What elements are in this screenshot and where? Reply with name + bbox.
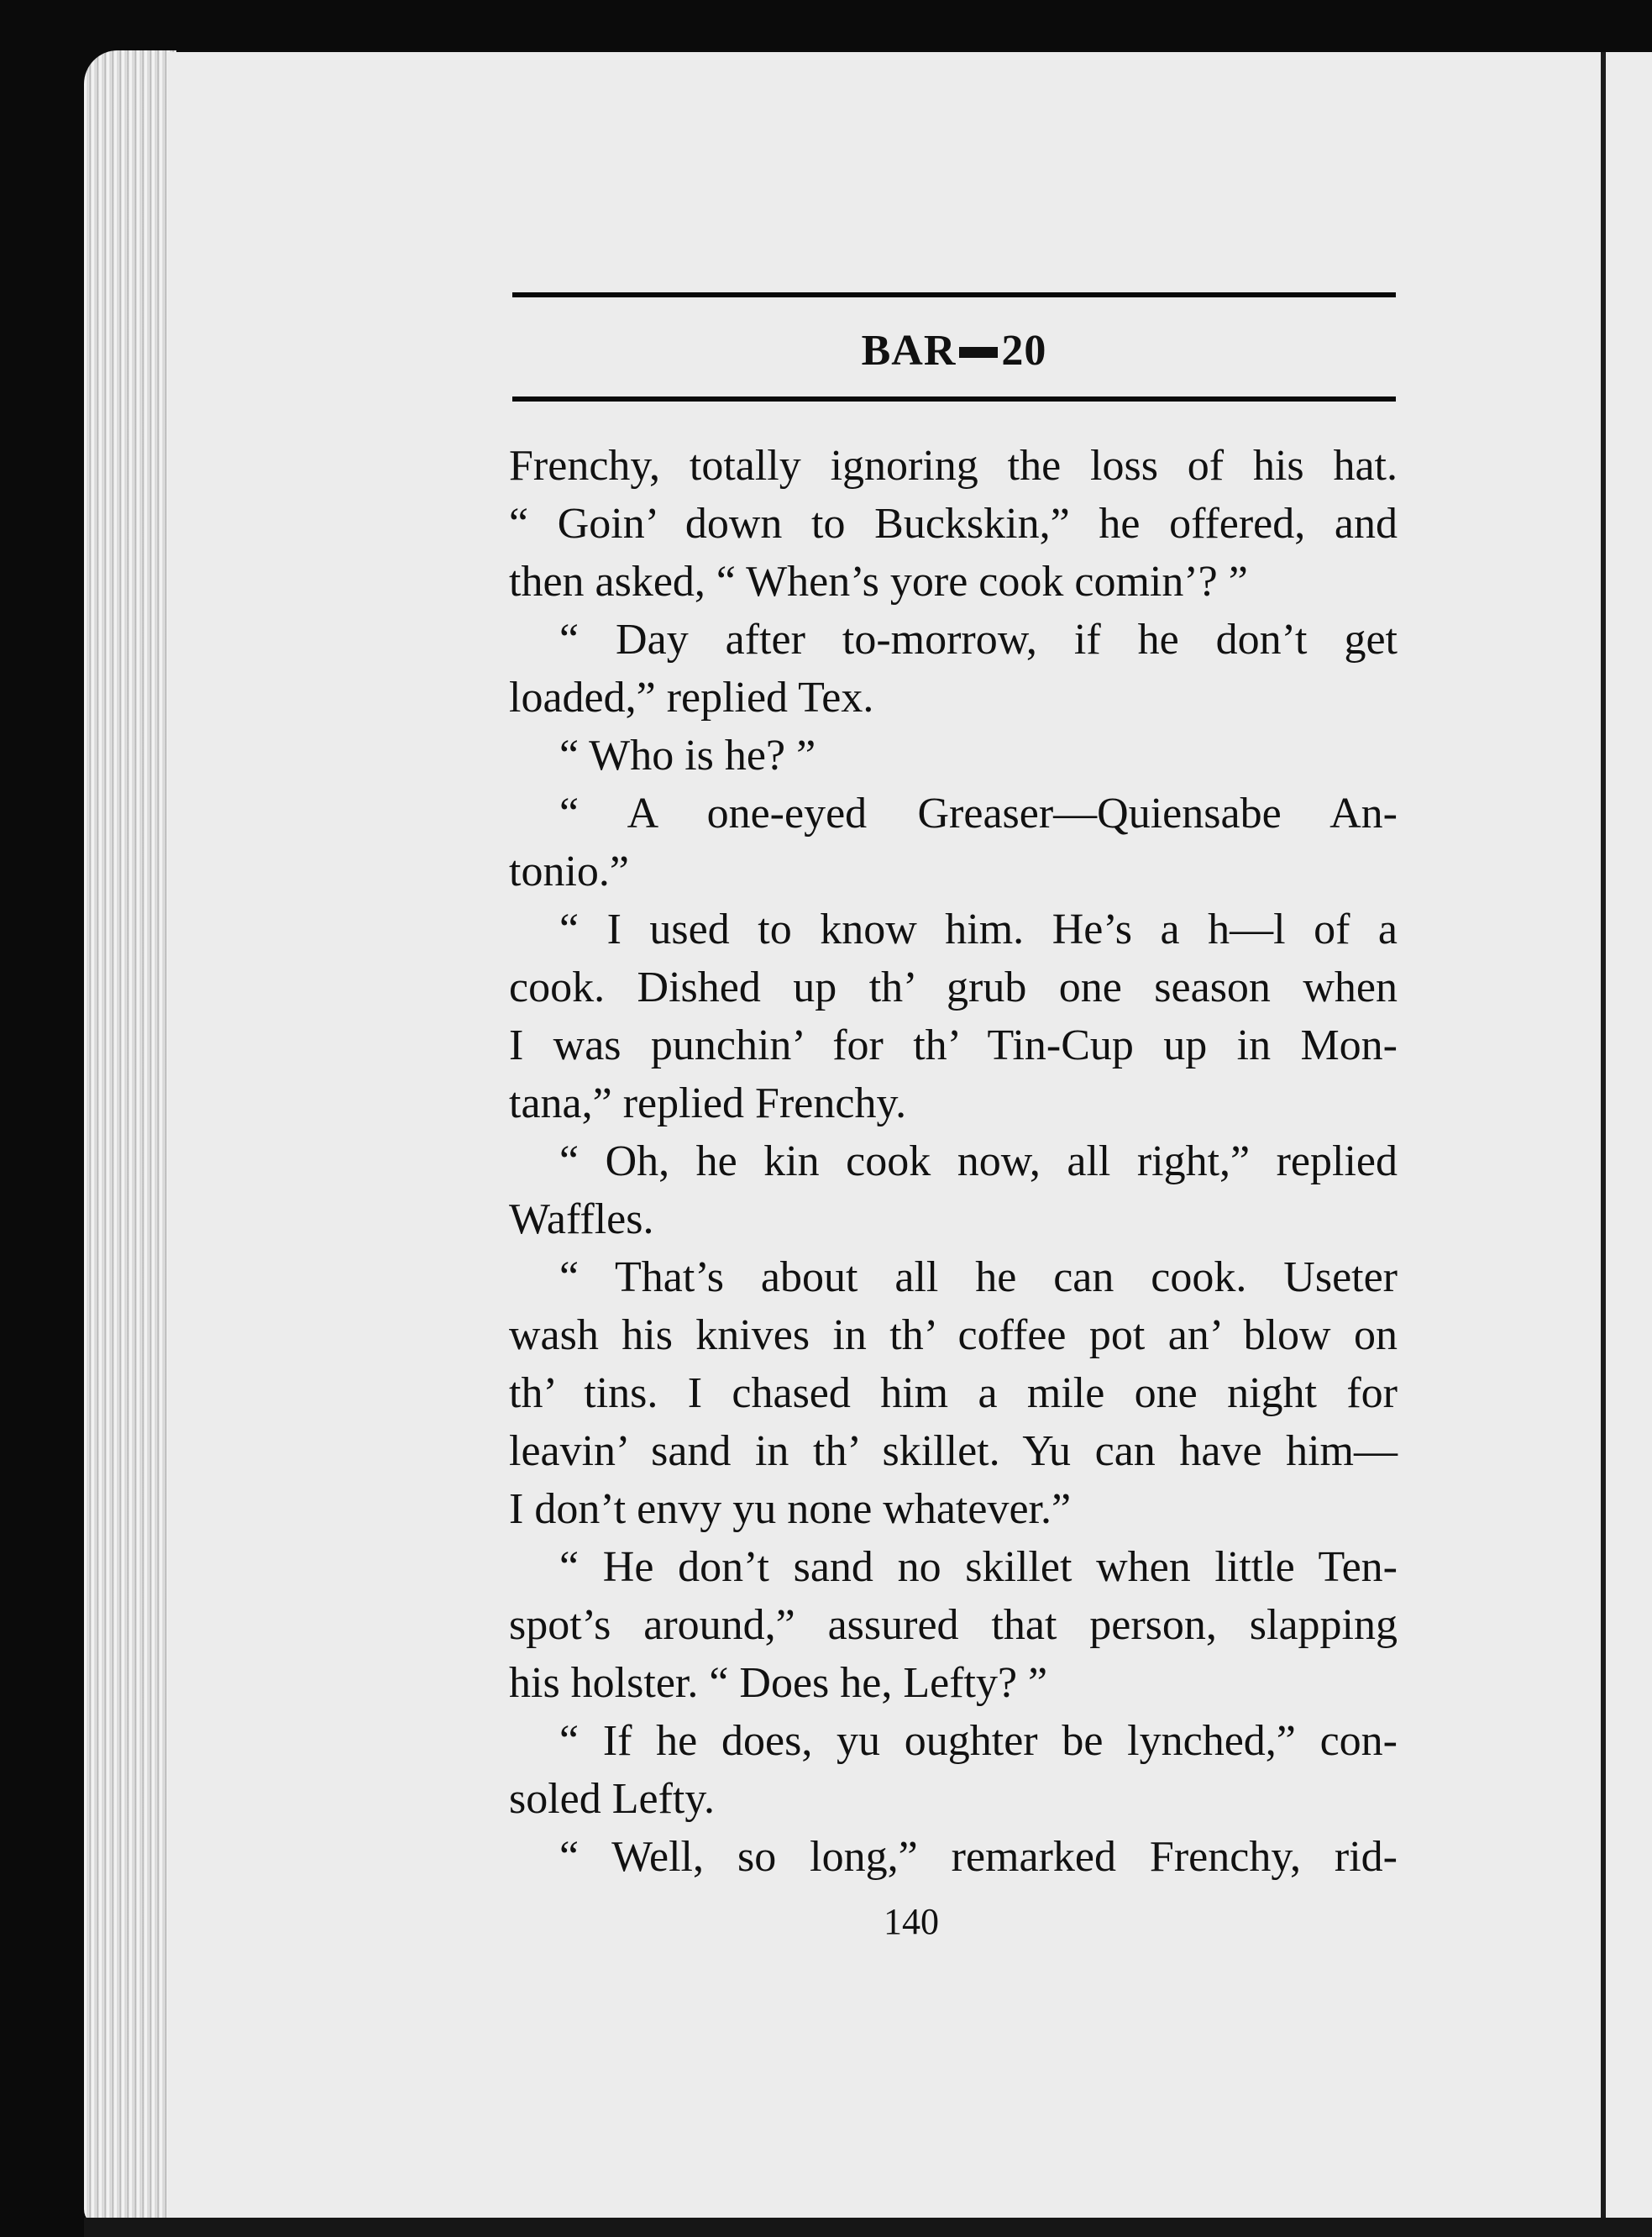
text-line: “ A one-eyed Greaser—Quiensabe An- — [559, 790, 1398, 838]
text-line: his holster. “ Does he, Lefty? ” — [509, 1659, 1048, 1707]
text-line: tonio.” — [509, 848, 629, 895]
running-head — [512, 321, 1396, 380]
text-line: I was punchin’ for th’ Tin-Cup up in Mon- — [509, 1021, 1398, 1069]
text-line: I don’t envy yu none whatever.” — [509, 1485, 1072, 1533]
text-line: “ He don’t sand no skillet when little Ten- — [559, 1543, 1398, 1591]
text-line: tana,” replied Frenchy. — [509, 1079, 907, 1127]
text-line: “ Day after to-morrow, if he don’t get — [559, 616, 1398, 664]
text-line: th’ tins. I chased him a mile one night for — [509, 1369, 1398, 1417]
running-head-title: BAR — [861, 326, 957, 375]
text-line: “ Who is he? ” — [559, 732, 816, 780]
text-line: “ If he does, yu oughter be lynched,” con- — [559, 1717, 1398, 1765]
body-text — [509, 437, 1398, 1886]
text-line: wash his knives in th’ coffee pot an’ blow on — [509, 1311, 1398, 1359]
page-number: 140 — [884, 1901, 939, 1942]
text-line: Frenchy, totally ignoring the loss of his hat. — [509, 442, 1398, 490]
text-line: Waffles. — [509, 1195, 654, 1243]
running-head-brand-bar — [959, 347, 998, 358]
text-line: loaded,” replied Tex. — [509, 674, 874, 722]
facing-page-edge — [1606, 52, 1652, 2226]
running-head-number: 20 — [1001, 326, 1047, 375]
text-line: “ Oh, he kin cook now, all right,” replied — [559, 1137, 1398, 1185]
text-line: “ I used to know him. He’s a h—l of a — [559, 906, 1398, 953]
text-line: “ Goin’ down to Buckskin,” he offered, and — [509, 500, 1398, 548]
text-line: cook. Dished up th’ grub one season when — [509, 964, 1398, 1011]
scan-shadow — [84, 2218, 1652, 2237]
text-line: “ That’s about all he can cook. Useter — [559, 1253, 1398, 1301]
header-rule-bottom — [512, 396, 1396, 402]
text-line: “ Well, so long,” remarked Frenchy, rid- — [559, 1833, 1398, 1881]
header-rule-top — [512, 292, 1396, 297]
page-edges — [84, 50, 176, 2226]
text-line: leavin’ sand in th’ skillet. Yu can have him— — [509, 1427, 1398, 1475]
text-line: soled Lefty. — [509, 1775, 715, 1823]
text-line: then asked, “ When’s yore cook comin’? ” — [509, 558, 1248, 606]
text-line: spot’s around,” assured that person, slapping — [509, 1601, 1398, 1649]
